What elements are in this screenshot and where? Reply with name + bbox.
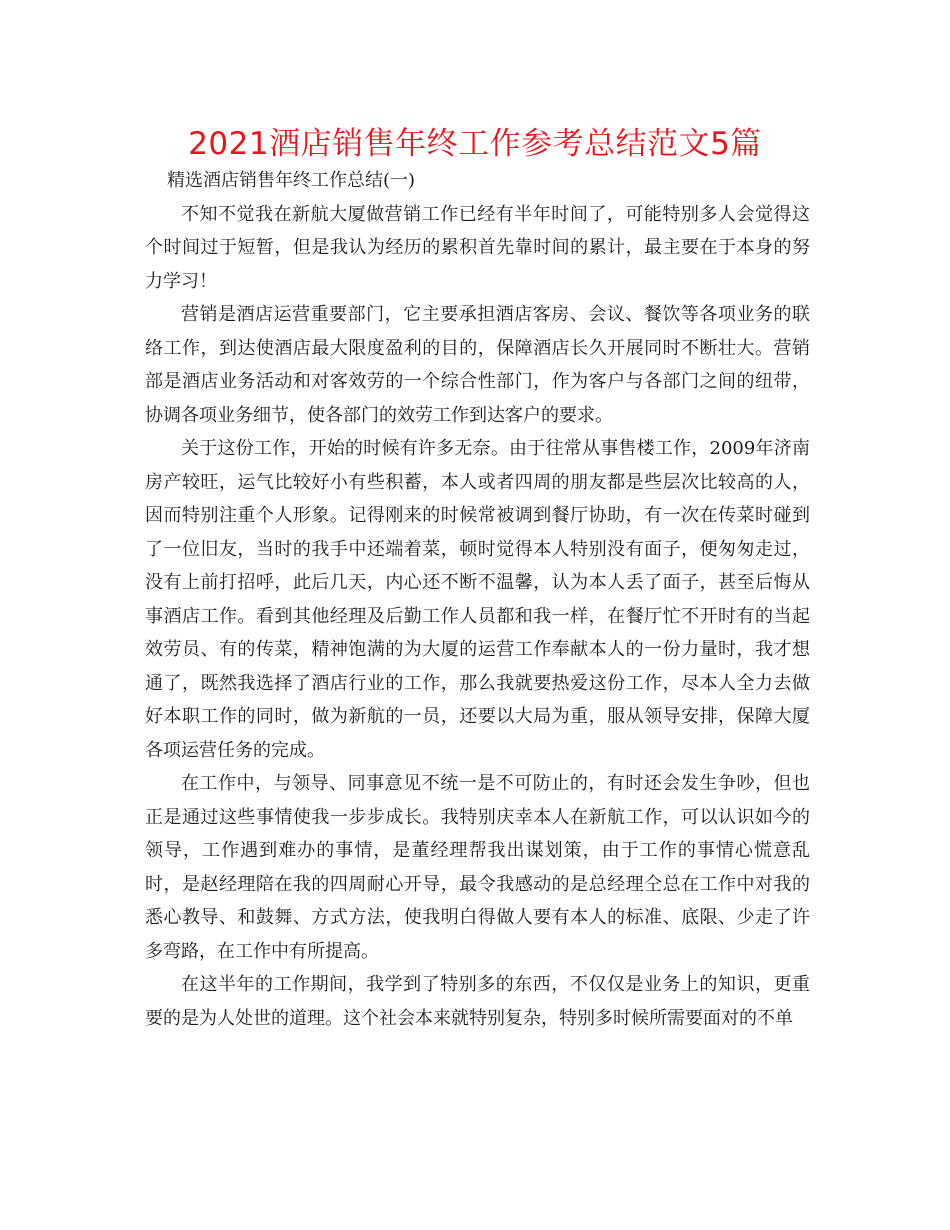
document-title: 2021酒店销售年终工作参考总结范文5篇 <box>188 126 762 162</box>
document-body <box>145 164 810 1035</box>
paragraph-5: 在这半年的工作期间，我学到了特别多的东西，不仅仅是业务上的知识，更重要的是为人处世的道理。这个社会本来就特别复杂，特别多时候所需要面对的不单 <box>145 974 810 1029</box>
paragraph-4: 在工作中，与领导、同事意见不统一是不可防止的，有时还会发生争吵，但也正是通过这些事情使我一步步成长。我特别庆幸本人在新航工作，可以认识如今的领导，工作遇到难办的事情，是董经理帮我出谋划策，由于工作的事情心慌意乱时，是赵经理陪在我的四周耐心开导，最令我感动的是总经理仝总在工作中对我的悉心教导、和鼓舞、方式方法，使我明白得做人要有本人的标准、底限、少走了许多弯路，在工作中有所提高。 <box>145 773 810 962</box>
paragraph-3: 关于这份工作，开始的时候有许多无奈。由于往常从事售楼工作，2009年济南房产较旺，运气比较好小有些积蓄，本人或者四周的朋友都是些层次比较高的人，因而特别注重个人形象。记得刚来的时候常被调到餐厅协助，有一次在传菜时碰到了一位旧友，当时的我手中还端着菜，顿时觉得本人特别没有面子，便匆匆走过，没有上前打招呼，此后几天，内心还不断不温馨，认为本人丢了面子，甚至后悔从事酒店工作。看到其他经理及后勤工作人员都和我一样，在餐厅忙不开时有的当起效劳员、有的传菜，精神饱满的为大厦的运营工作奉献本人的一份力量时，我才想通了，既然我选择了酒店行业的工作，那么我就要热爱这份工作，尽本人全力去做好本职工作的同时，做为新航的一员，还要以大局为重，服从领导安排，保障大厦各项运营任务的完成。 <box>145 438 810 761</box>
section-subheading: 精选酒店销售年终工作总结(一) <box>167 170 416 191</box>
paragraph-1: 不知不觉我在新航大厦做营销工作已经有半年时间了，可能特别多人会觉得这个时间过于短暂，但是我认为经历的累积首先靠时间的累计，最主要在于本身的努力学习！ <box>145 203 810 292</box>
paragraph-2: 营销是酒店运营重要部门，它主要承担酒店客房、会议、餐饮等各项业务的联络工作，到达使酒店最大限度盈利的目的，保障酒店长久开展同时不断壮大。营销部是酒店业务活动和对客效劳的一个综合性部门，作为客户与各部门之间的纽带，协调各项业务细节，使各部门的效劳工作到达客户的要求。 <box>145 304 810 426</box>
